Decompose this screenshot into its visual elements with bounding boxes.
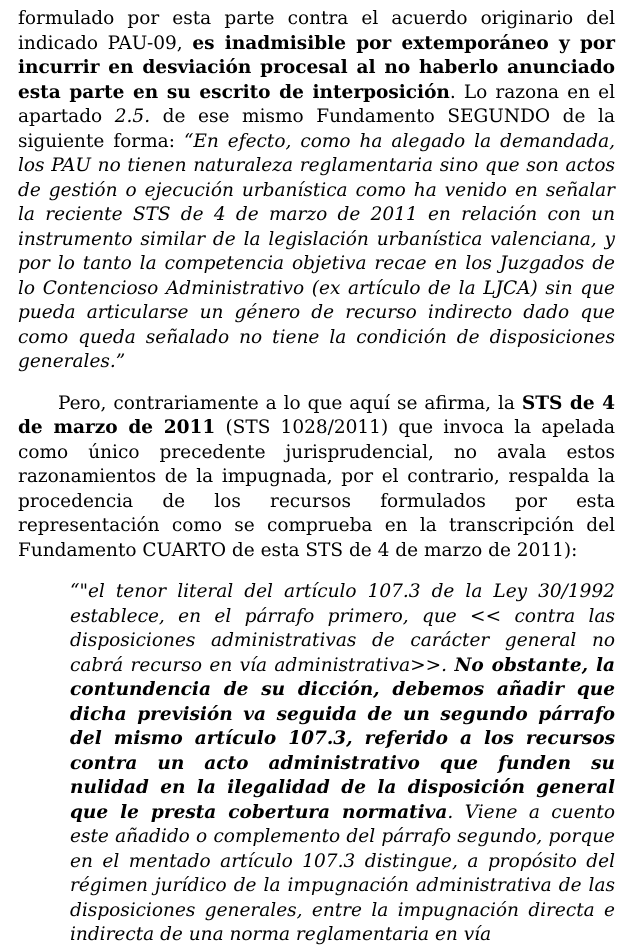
text-run: 2.5.: [114, 106, 151, 127]
text-run: es inadmisible por extemporáneo y por incurrir en desviación procesal al no haberlo anunciado esta parte en su escrito de interposición: [18, 32, 615, 103]
text-run: formulado por esta parte contra el acuerdo originario del indicado PAU-09,: [18, 8, 615, 54]
text-run: STS de 4 de marzo de 2011: [18, 392, 615, 438]
text-run: “En efecto, como ha alegado la demandada, los PAU no tienen naturaleza reglamentaria sino que son actos de gestión o ejecución urbanística como ha venido en señalar la reciente STS de 4 de marzo de 2011 en relación con un instrumento similar de la legislación urbanística valenciana, y por lo tanto la competencia objetiva recae en los Juzgados de lo Contencioso Administrativo (ex artículo de la LJCA) sin que pueda articularse un género de recurso indirecto dado que como queda señalado no tiene la condición de disposiciones generales.”: [18, 130, 615, 372]
paragraph-argument: [18, 392, 615, 564]
text-run: No obstante, la contundencia de su dicción, debemos añadir que dicha previsión va seguida de un segundo párrafo del mismo artículo 107.3, referido a los recursos contra un acto administrativo que funden su nulidad en la ilegalidad de la disposición general que le presta cobertura normativa: [70, 654, 615, 823]
paragraph-continuation: [18, 7, 615, 375]
text-run: . Viene a cuento este añadido o complemento del párrafo segundo, porque en el mentado artículo 107.3 distingue, a propósito del régimen jurídico de la impugnación administrativa de las disposiciones generales, entre la impugnación directa e indirecta de una norma reglamentaria en vía: [70, 801, 615, 945]
text-run: Pero, contrariamente a lo que aquí se afirma, la: [58, 392, 522, 414]
text-run: . Lo razona en el apartado: [18, 81, 615, 127]
text-run: (STS 1028/2011) que invoca la apelada como único precedente jurisprudencial, no avala estos razonamientos de la impugnada, por el contrario, respalda la procedencia de los recursos formulados por esta representación como se comprueba en la transcripción del Fundamento CUARTO de esta STS de 4 de marzo de 2011):: [18, 417, 615, 561]
text-run: de ese mismo Fundamento SEGUNDO de la siguiente forma:: [18, 106, 615, 152]
blockquote-sts-transcription: [70, 580, 615, 948]
text-run: “"el tenor literal del artículo 107.3 de la Ley 30/1992 establece, en el párrafo primero, que << contra las disposiciones administrativas de carácter general no cabrá recurso en vía administrativa>>.: [70, 581, 615, 676]
